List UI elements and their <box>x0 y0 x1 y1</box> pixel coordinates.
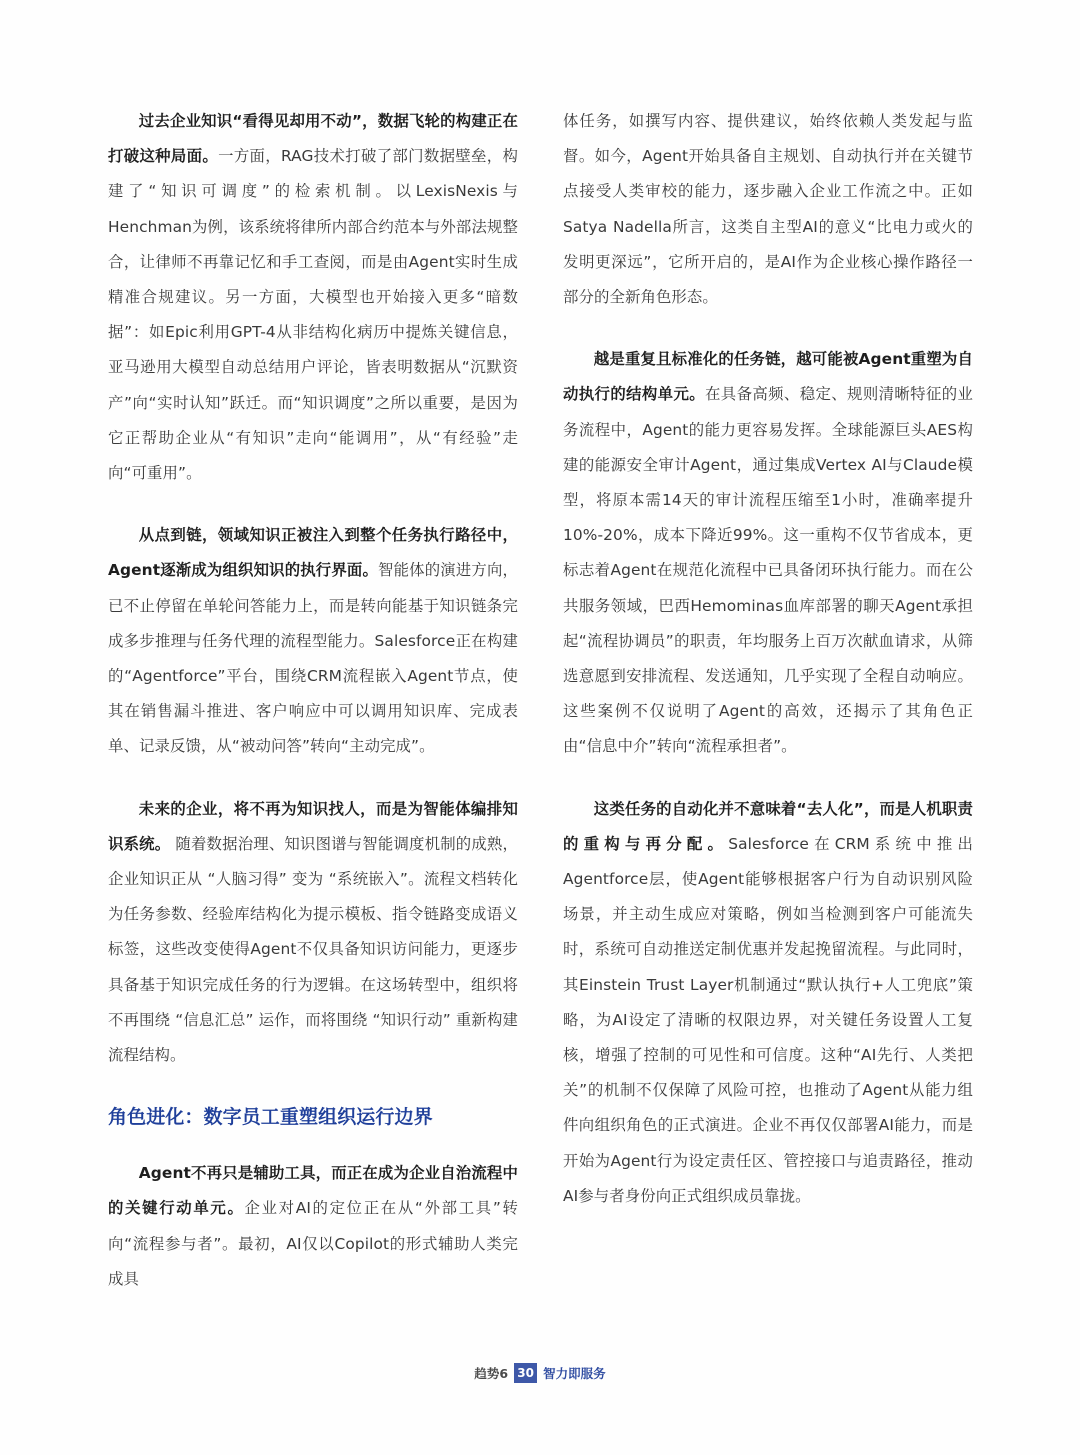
paragraph-body: 随着数据治理、知识图谱与智能调度机制的成熟，企业知识正从 “人脑习得” 变为 “系统嵌入”。流程文档转化为任务参数、经验库结构化为提示模板、指令链路变成语义标签，这些改变使得Agent不仅具备知识访问能力，更逐步具备基于知识完成任务的行为逻辑。在这场转型中，组织将不再围绕 “信息汇总” 运作，而将围绕 “知识行动” 重新构建流程结构。 <box>108 834 518 1065</box>
paragraph-body: Salesforce在CRM系统中推出Agentforce层，使Agent能够根据客户行为自动识别风险场景，并主动生成应对策略，例如当检测到客户可能流失时，系统可自动推送定制优惠并发起挽留流程。与此同时，其Einstein Trust Layer机制通过“默认执行+人工兜底”策略，为AI设定了清晰的权限边界，对关键任务设置人工复核，增强了控制的可见性和可信度。这种“AI先行、人类把关”的机制不仅保障了风险可控，也推动了Agent从能力组件向组织角色的正式演进。企业不再仅仅部署AI能力，而是开始为Agent行为设定责任区、管控接口与追责路径，推动AI参与者身份向正式组织成员靠拢。 <box>563 834 973 1205</box>
footer-chapter-label: 智力即服务 <box>543 1366 606 1381</box>
section-heading: 角色进化：数字员工重塑组织运行边界 <box>108 1106 433 1129</box>
paragraph-body: 体任务，如撰写内容、提供建议，始终依赖人类发起与监督。如今，Agent开始具备自主规划、自动执行并在关键节点接受人类审校的能力，逐步融入企业工作流之中。正如Satya Nadella所言，这类自主型AI的意义“比电力或火的发明更深远”，它所开启的，是AI作为企业核心操作路径一部分的全新角色形态。 <box>563 112 973 307</box>
paragraph <box>563 792 973 1214</box>
paragraph-lead: Agent不再只是辅助工具，而正在成为企业自治流程中的关键行动单元。 <box>108 1164 518 1218</box>
paragraph <box>563 104 973 315</box>
paragraph-lead: 过去企业知识“看得见却用不动”，数据飞轮的构建正在打破这种局面。 <box>108 112 518 166</box>
right-column <box>563 104 973 1241</box>
paragraph <box>108 792 518 1074</box>
left-column <box>108 104 518 1324</box>
paragraph-lead: 未来的企业，将不再为知识找人，而是为智能体编排知识系统。 <box>108 799 518 853</box>
paragraph-lead: 从点到链，领域知识正被注入到整个任务执行路径中，Agent逐渐成为组织知识的执行界面。 <box>108 526 518 580</box>
paragraph <box>563 342 973 764</box>
paragraph-body: 企业对AI的定位正在从“外部工具”转向“流程参与者”。最初，AI仅以Copilot的形式辅助人类完成具 <box>108 1199 518 1288</box>
page-footer <box>0 1361 1080 1385</box>
paragraph-lead: 这类任务的自动化并不意味着“去人化”，而是人机职责的重构与再分配。 <box>563 799 973 853</box>
paragraph <box>108 104 518 491</box>
footer-section-label: 趋势6 <box>474 1366 509 1381</box>
paragraph-body: 一方面，RAG技术打破了部门数据壁垒，构建了“知识可调度”的检索机制。以LexisNexis与Henchman为例，该系统将律所内部合约范本与外部法规整合，让律师不再靠记忆和手工查阅，而是由Agent实时生成精准合规建议。另一方面，大模型也开始接入更多“暗数据”：如Epic利用GPT-4从非结构化病历中提炼关键信息，亚马逊用大模型自动总结用户评论，皆表明数据从“沉默资产”向“实时认知”跃迁。而“知识调度”之所以重要，是因为它正帮助企业从“有知识”走向“能调用”，从“有经验”走向“可重用”。 <box>108 147 518 483</box>
paragraph <box>108 518 518 764</box>
page-number: 30 <box>514 1363 537 1383</box>
paragraph-body: 智能体的演进方向，已不止停留在单轮问答能力上，而是转向能基于知识链条完成多步推理与任务代理的流程型能力。Salesforce正在构建的“Agentforce”平台，围绕CRM流程嵌入Agent节点，使其在销售漏斗推进、客户响应中可以调用知识库、完成表单、记录反馈，从“被动问答”转向“主动完成”。 <box>108 561 518 756</box>
paragraph-lead: 越是重复且标准化的任务链，越可能被Agent重塑为自动执行的结构单元。 <box>563 350 973 404</box>
paragraph <box>108 1156 518 1297</box>
paragraph-body: 在具备高频、稳定、规则清晰特征的业务流程中，Agent的能力更容易发挥。全球能源巨头AES构建的能源安全审计Agent，通过集成Vertex AI与Claude模型，将原本需14天的审计流程压缩至1小时，准确率提升10%-20%，成本下降近99%。这一重构不仅节省成本，更标志着Agent在规范化流程中已具备闭环执行能力。而在公共服务领域，巴西Hemominas血库部署的聊天Agent承担起“流程协调员”的职责，年均服务上百万次献血请求，从筛选意愿到安排流程、发送通知，几乎实现了全程自动响应。这些案例不仅说明了Agent的高效，还揭示了其角色正由“信息中介”转向“流程承担者”。 <box>563 385 974 756</box>
